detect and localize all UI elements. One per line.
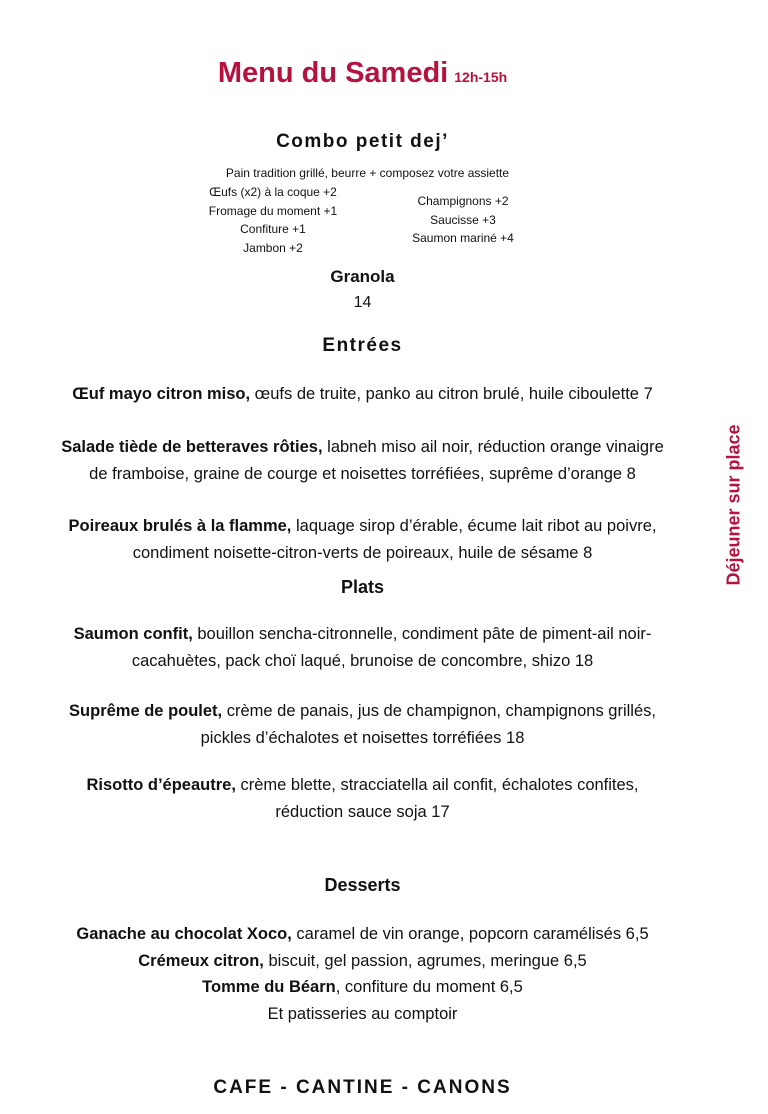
- combo-option: Confiture +1: [240, 222, 306, 236]
- entree-item: [0, 513, 725, 567]
- dish-description: bouillon sencha-citronnelle, condiment pâte de piment-ail noir-: [192, 625, 652, 643]
- menu-title-text: Menu du Samedi: [217, 57, 449, 89]
- dish-description: crème blette, stracciatella ail confit, échalotes confites,: [235, 776, 639, 794]
- granola-name: Granola: [330, 267, 395, 286]
- dish-name: Saumon confit,: [73, 625, 193, 643]
- desserts-list: [0, 921, 725, 1027]
- menu-hours: 12h-15h: [454, 69, 508, 85]
- entree-item: [0, 434, 725, 488]
- dish-description: , confiture du moment 6,5: [335, 978, 523, 996]
- dessert-extra: Et patisseries au comptoir: [267, 1004, 458, 1023]
- plat-item: [0, 621, 725, 675]
- combo-intro: Pain tradition grillé, beurre + composez votre assiette: [225, 166, 510, 180]
- side-label: Déjeuner sur place: [723, 424, 744, 586]
- dish-name: Œuf mayo citron miso,: [72, 385, 251, 403]
- dish-description: laquage sirop d’érable, écume lait ribot au poivre,: [291, 517, 657, 535]
- combo-option: Fromage du moment +1: [208, 203, 338, 218]
- dish-description: caramel de vin orange, popcorn caramélisés 6,5: [291, 925, 649, 943]
- combo-title: Combo petit dej’: [276, 131, 449, 152]
- granola-price: 14: [353, 294, 372, 311]
- dish-name: Suprême de poulet,: [69, 702, 223, 720]
- combo-option: Saumon mariné +4: [412, 231, 514, 245]
- combo-right-list: [373, 192, 553, 248]
- dish-name: Salade tiède de betteraves rôties,: [61, 438, 323, 456]
- plats-title: Plats: [340, 577, 385, 597]
- dish-description: œufs de truite, panko au citron brulé, huile ciboulette 7: [250, 385, 653, 403]
- dish-name: Poireaux brulés à la flamme,: [68, 517, 292, 535]
- dessert-item: [0, 921, 725, 948]
- combo-option: Champignons +2: [417, 194, 509, 208]
- plat-item: [0, 698, 725, 752]
- dessert-item: [0, 948, 725, 975]
- combo-option: Jambon +2: [243, 240, 303, 255]
- combo-option: Saucisse +3: [430, 212, 496, 227]
- combo-option: Œufs (x2) à la coque +2: [209, 185, 337, 199]
- dish-description: crème de panais, jus de champignon, champignons grillés,: [222, 702, 656, 720]
- dish-name: Risotto d’épeautre,: [86, 776, 236, 794]
- dish-name: Crémeux citron,: [138, 951, 264, 970]
- dish-description: condiment noisette-citron-verts de poireaux, huile de sésame 8: [132, 544, 593, 562]
- dish-name: Tomme du Béarn: [202, 978, 336, 996]
- entree-item: [0, 381, 725, 408]
- menu-title: [0, 57, 725, 90]
- dish-description: cacahuètes, pack choï laqué, brunoise de concombre, shizo 18: [131, 652, 594, 670]
- entrees-title: Entrées: [322, 335, 403, 356]
- dessert-item: [0, 974, 725, 1001]
- plat-item: [0, 772, 725, 826]
- dish-description: réduction sauce soja 17: [275, 803, 450, 821]
- dish-description: biscuit, gel passion, agrumes, meringue 6,5: [263, 951, 587, 970]
- dish-description: de framboise, graine de courge et noisettes torréfiées, suprême d’orange 8: [89, 465, 636, 483]
- dish-description: labneh miso ail noir, réduction orange vinaigre: [322, 438, 664, 456]
- footer-tagline: CAFE - CANTINE - CANONS: [213, 1077, 512, 1098]
- desserts-title: Desserts: [324, 875, 401, 895]
- dish-description: pickles d’échalotes et noisettes torréfiées 18: [200, 729, 525, 747]
- combo-left-list: [173, 183, 373, 257]
- dish-name: Ganache au chocolat Xoco,: [76, 925, 292, 943]
